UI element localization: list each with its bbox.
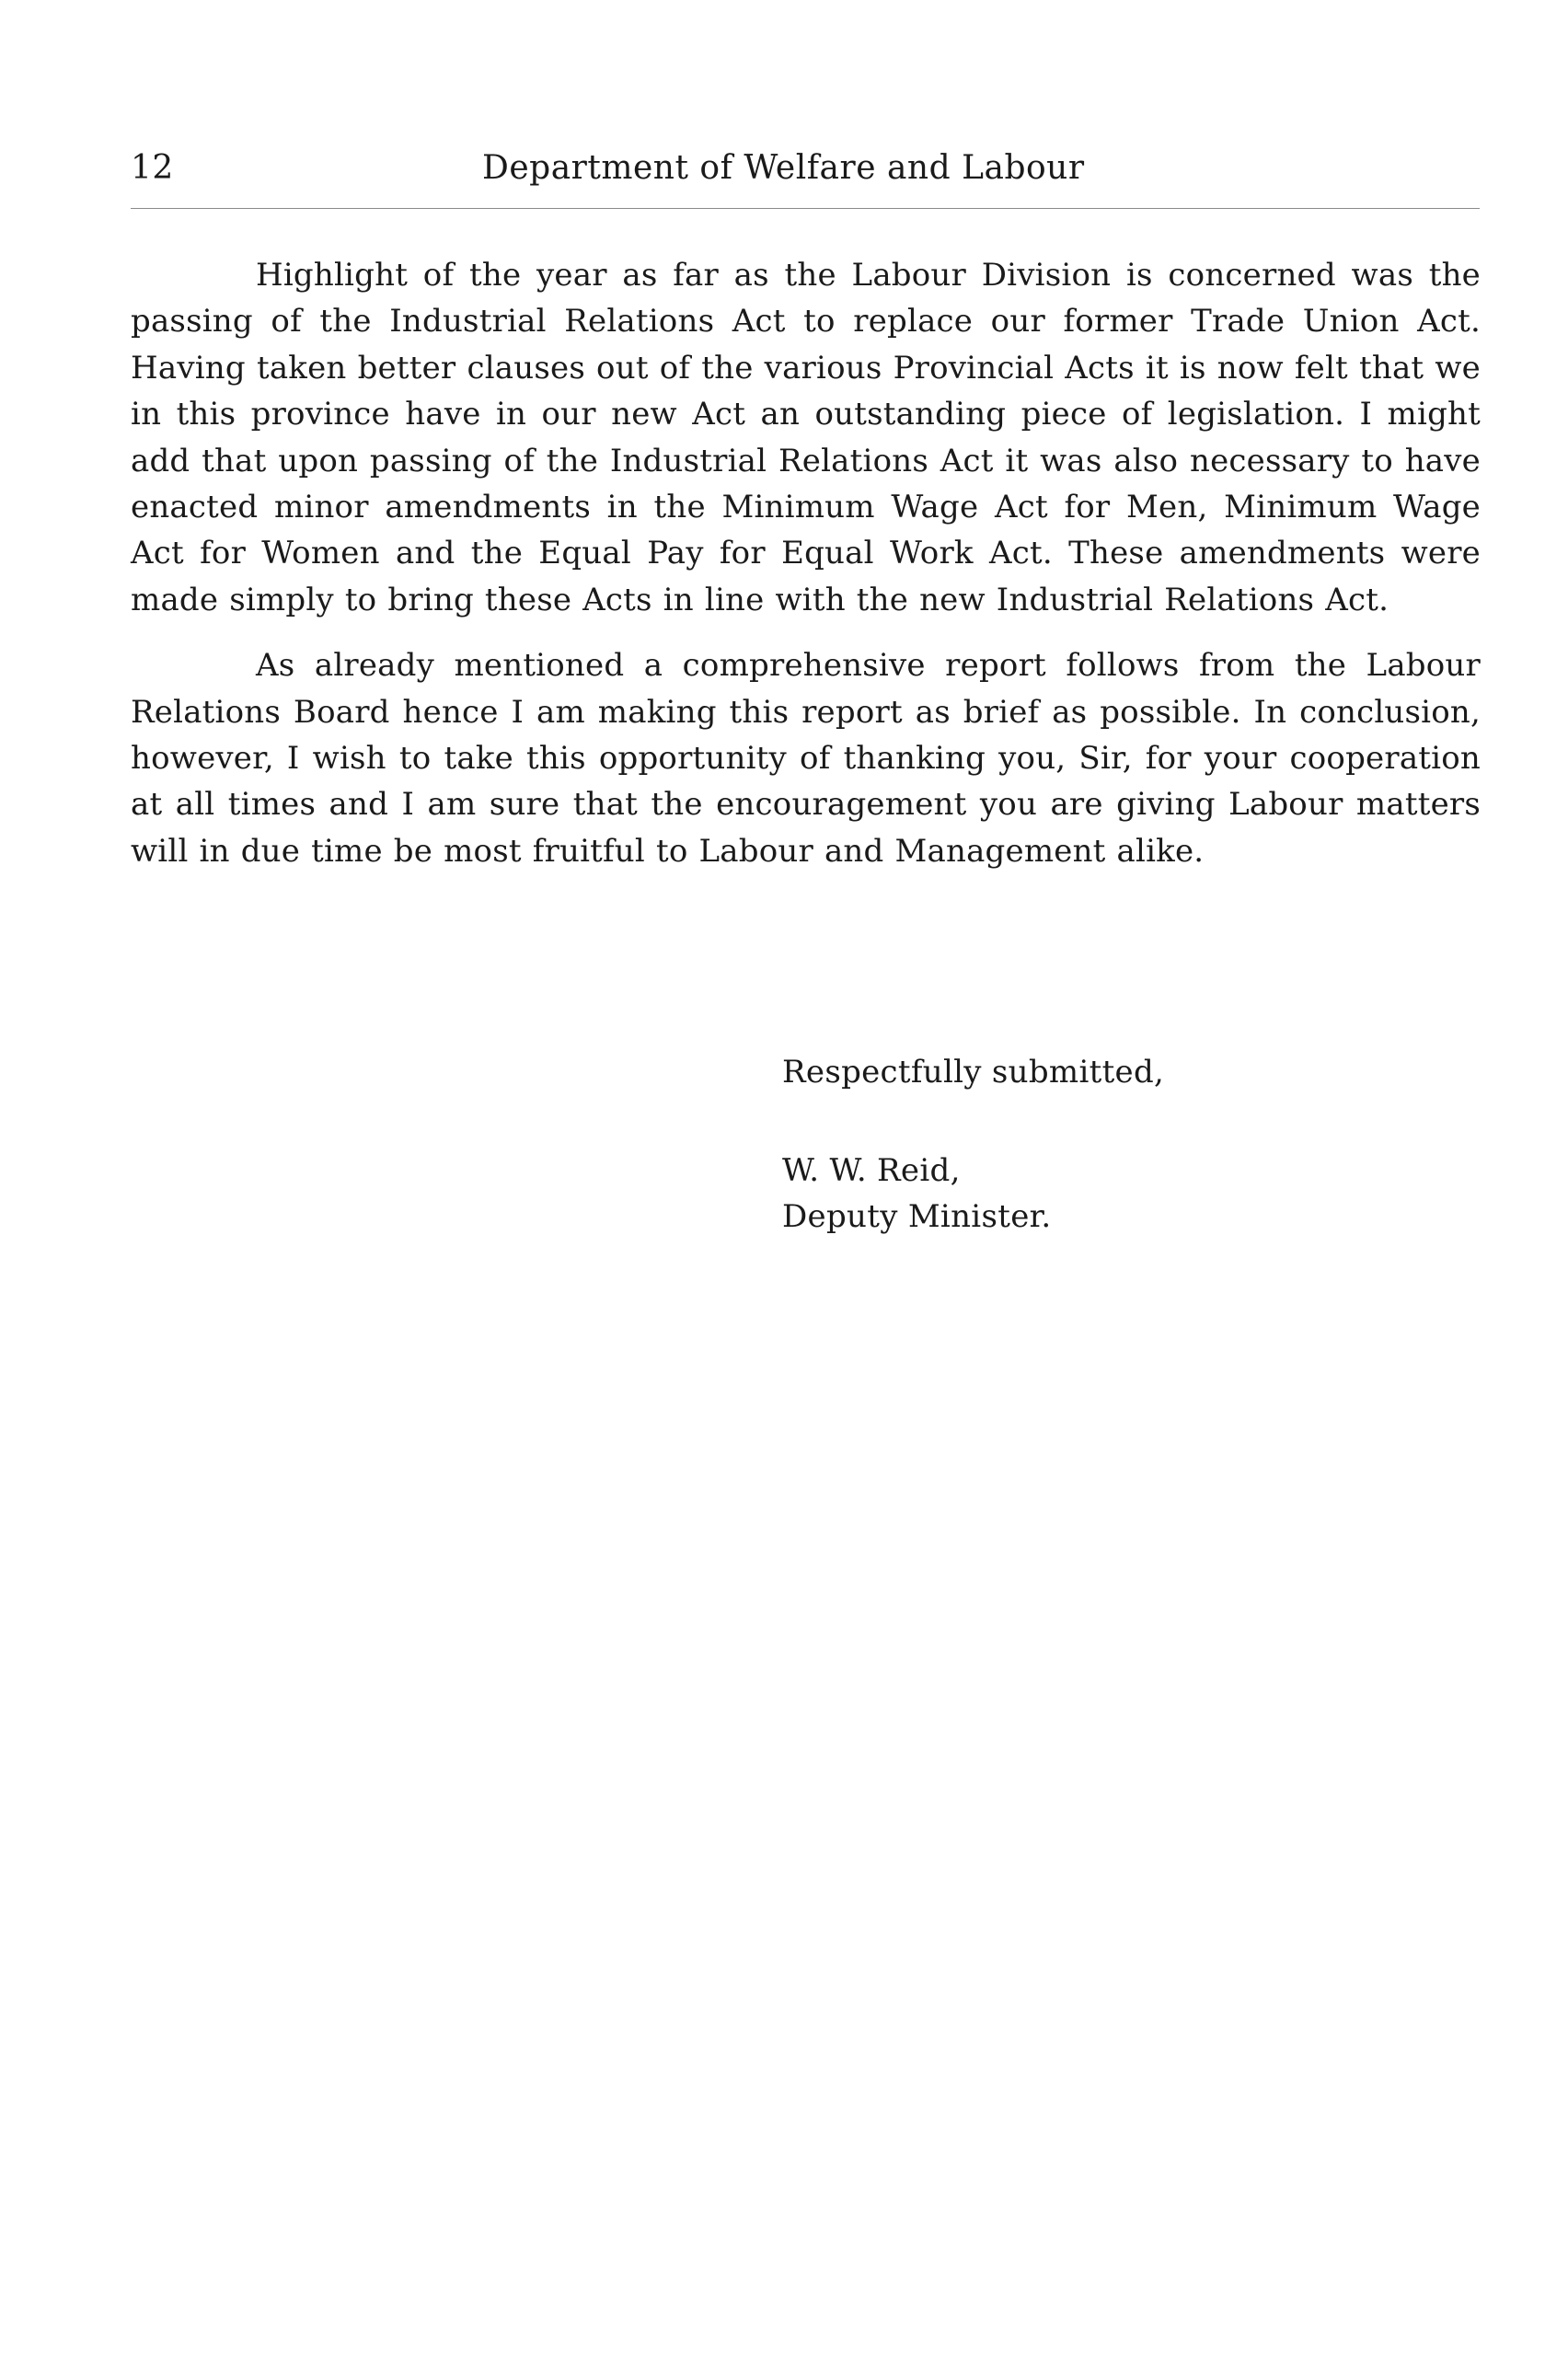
page-number: 12 (131, 149, 174, 187)
paragraph-labour-division: Highlight of the year as far as the Labour Division is concerned was the passing of the Industrial Relations Act to replace our former Trade Union Act. Having taken better clauses out of the various Provincial Acts it is now felt that we in this province have in our new Act an outstanding piece of legislation. I might add that upon passing of the Industrial Relations Act it was also necessary to have enacted minor amendments in the Minimum Wage Act for Men, Minimum Wage Act for Women and the Equal Pay for Equal Work Act. These amendments were made simply to bring these Acts in line with the new Industrial Relations Act. (131, 257, 1481, 618)
signature-block (782, 1148, 1052, 1240)
header-divider (131, 208, 1480, 209)
running-title: Department of Welfare and Labour (482, 149, 1085, 187)
paragraph-conclusion: As already mentioned a comprehensive report follows from the Labour Relations Board hence I am making this report as brief as possible. In conclusion, however, I wish to take this opportunity of thanking you, Sir, for your cooperation at all times and I am sure that the encouragement you are giving Labour matters will in due time be most fruitful to Labour and Management alike. (131, 647, 1481, 870)
page-header (131, 145, 1482, 191)
signatory-name: W. W. Reid, (782, 1152, 961, 1189)
valediction: Respectfully submitted, (782, 1054, 1165, 1091)
body-text (131, 252, 1481, 874)
signatory-title: Deputy Minister. (782, 1198, 1052, 1235)
